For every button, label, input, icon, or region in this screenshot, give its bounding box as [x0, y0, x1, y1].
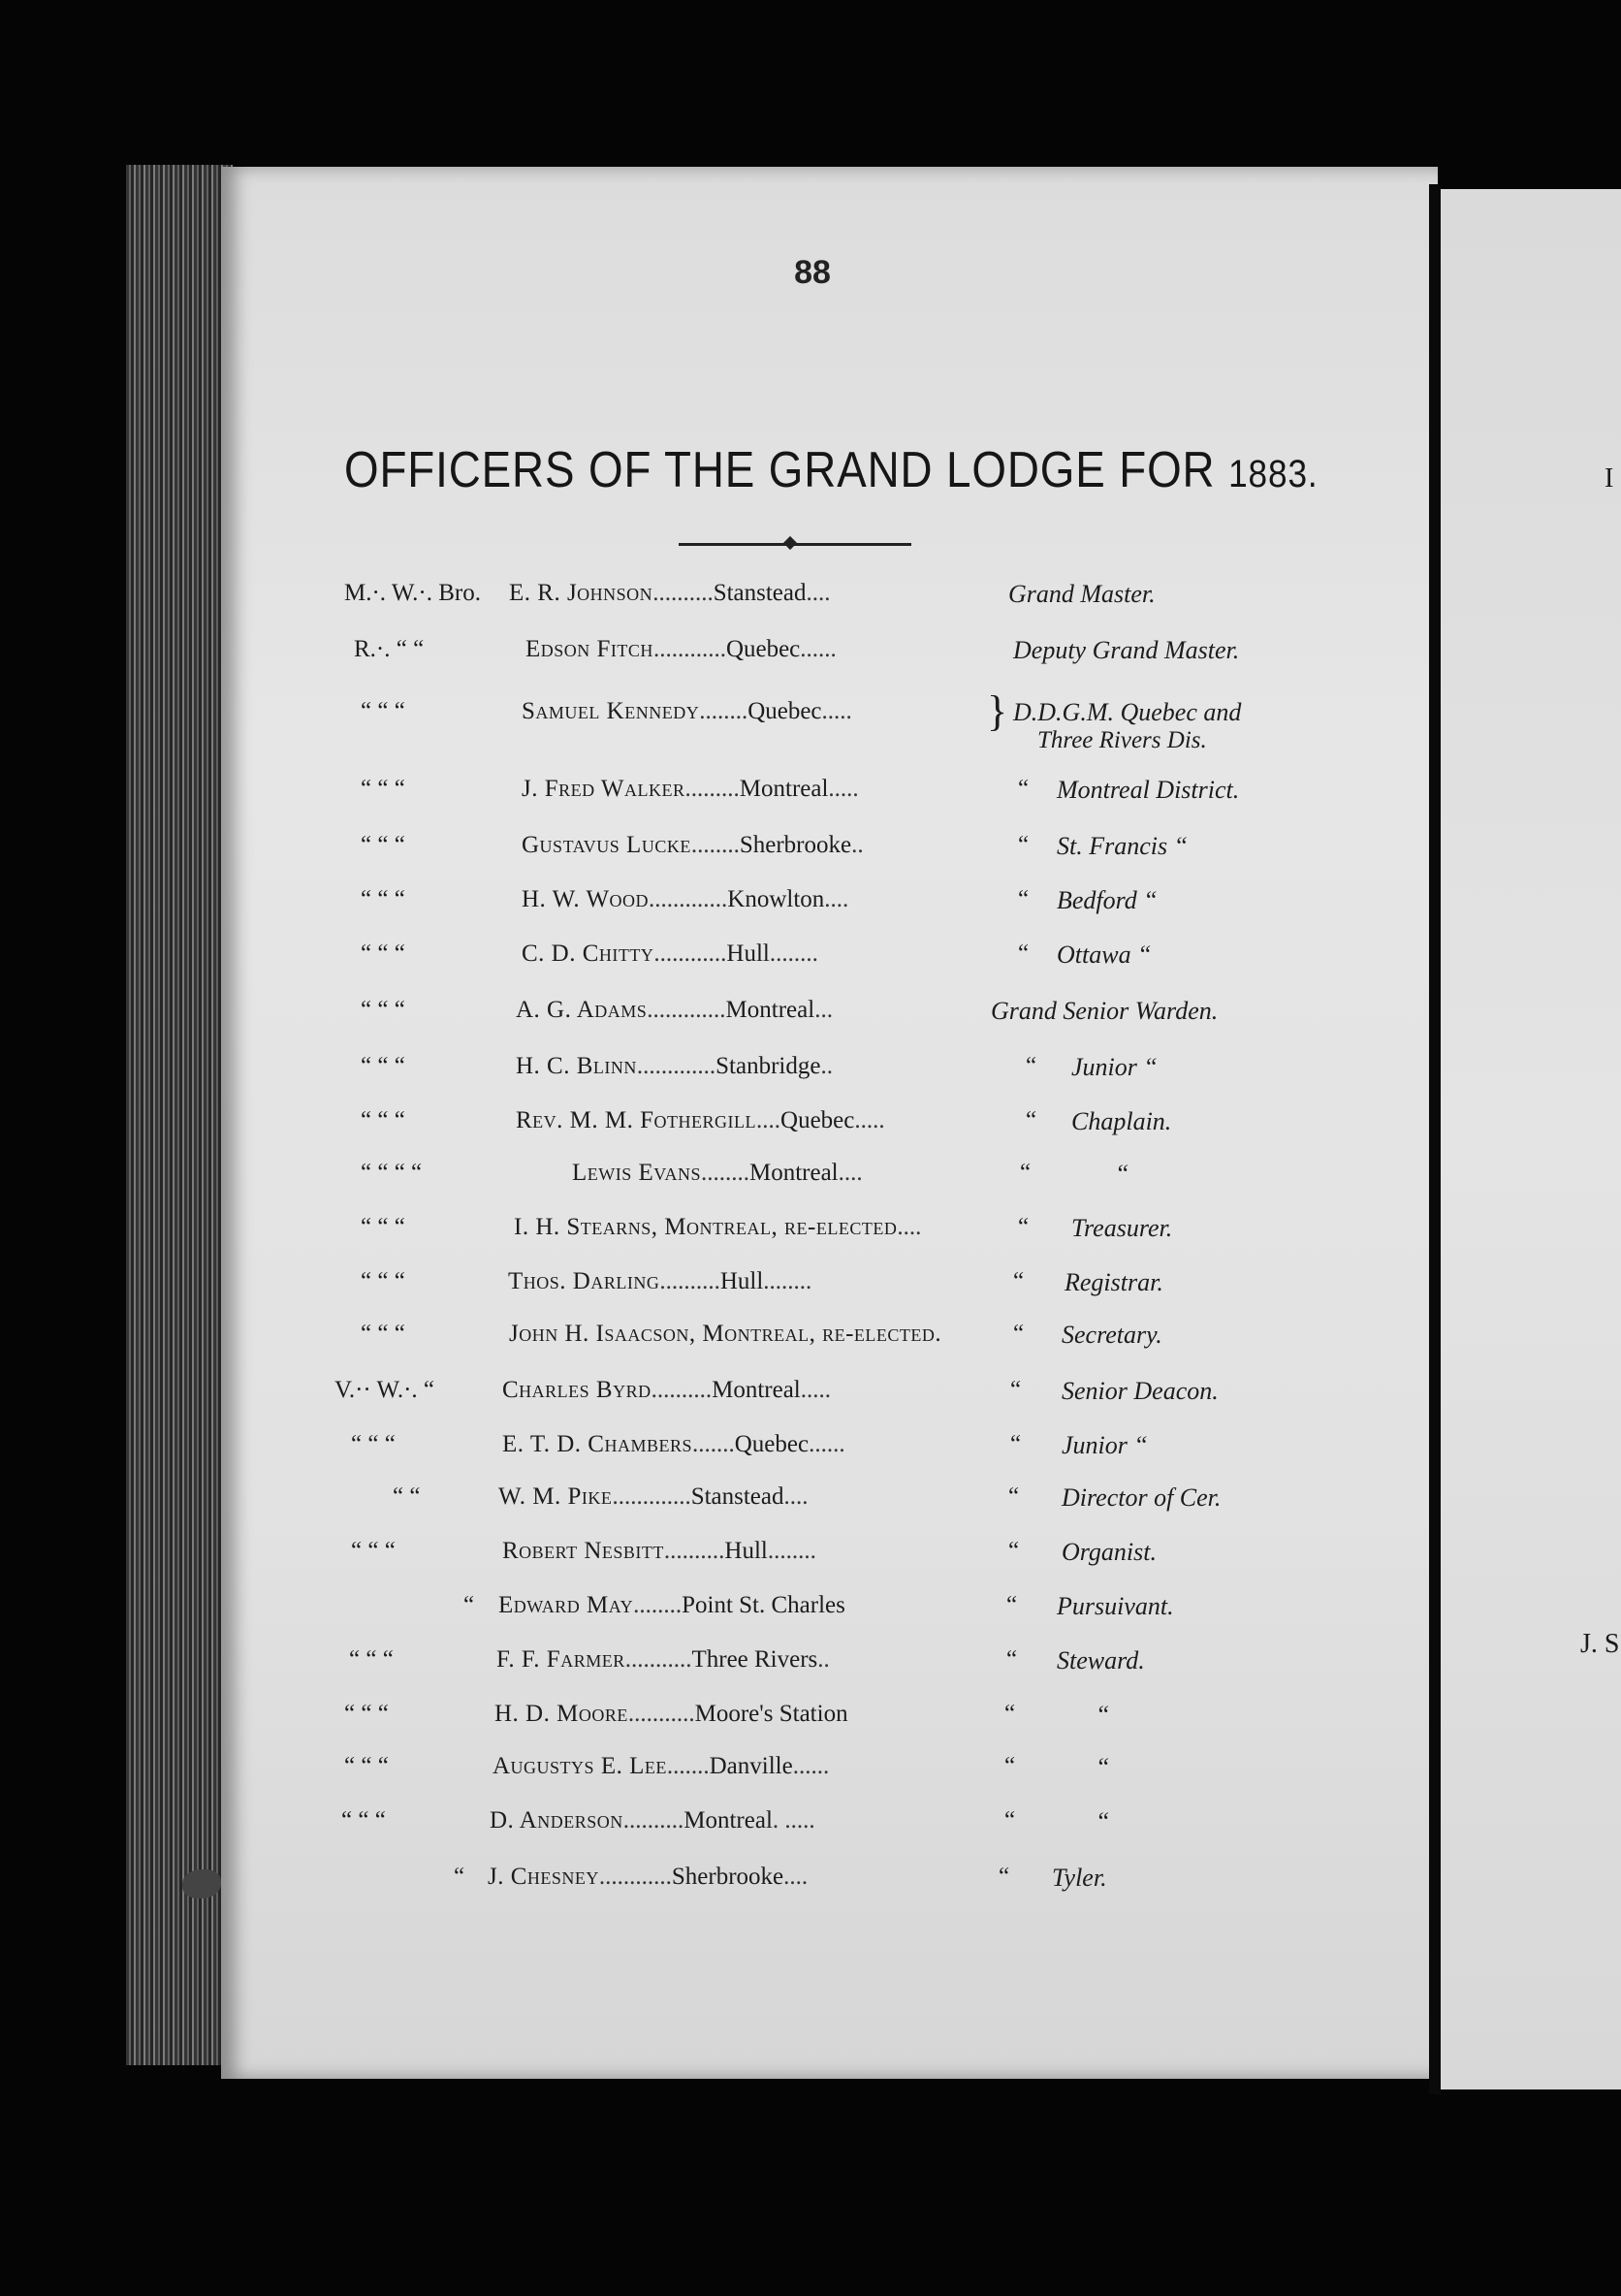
officer-name-place	[509, 580, 831, 607]
officer-row	[0, 1646, 1357, 1685]
officer-row	[0, 1107, 1357, 1146]
office-title: Registrar.	[1065, 1268, 1163, 1296]
officer-row	[0, 941, 1357, 979]
officer-name-place	[493, 1753, 829, 1780]
ditto-mark: “	[1013, 1321, 1025, 1347]
officer-row	[0, 1483, 1357, 1522]
leader-dots: ..........	[659, 1268, 720, 1294]
officer-prefix: “ “ “	[361, 1107, 405, 1133]
office-title: “	[1096, 1807, 1110, 1835]
officer-place: Montreal	[748, 1160, 839, 1186]
leader-dots: ........	[700, 1160, 749, 1186]
officer-place: Hull	[719, 1268, 764, 1294]
officer-place: Moore's Station	[694, 1701, 848, 1727]
leader-dots-2: ......	[792, 1753, 830, 1779]
leader-dots: ..........	[651, 1377, 713, 1403]
office-title: Treasurer.	[1071, 1214, 1173, 1242]
office-title: Bedford “	[1057, 886, 1158, 914]
page-title	[344, 441, 1319, 499]
leader-dots: ..........	[663, 1538, 725, 1564]
leader-dots-2: ..	[851, 832, 864, 858]
officer-place: Stanbridge	[715, 1053, 821, 1079]
leader-dots-2: ........	[769, 941, 818, 967]
officer-prefix: “ “ “	[361, 698, 405, 724]
officer-prefix: “ “ “	[361, 776, 405, 802]
leader-dots: .............	[649, 886, 728, 912]
officer-row	[0, 1268, 1357, 1307]
officer-prefix: “ “ “	[361, 886, 405, 912]
office-title: Junior “	[1062, 1431, 1148, 1459]
officer-prefix: “ “	[393, 1483, 421, 1510]
officer-name: Samuel Kennedy	[522, 698, 700, 724]
leader-dots-2: ....	[824, 886, 849, 912]
officer-name: Gustavus Lucke	[522, 832, 691, 858]
ditto-mark: “	[1018, 776, 1030, 802]
officer-place: Montreal	[683, 1807, 773, 1834]
leader-dots-2: ......	[809, 1431, 845, 1457]
officer-prefix: “ “ “	[349, 1646, 394, 1673]
office-title: Secretary.	[1062, 1321, 1162, 1349]
leader-dots-2: ......	[800, 636, 837, 662]
officer-prefix: “ “ “	[361, 832, 405, 858]
officer-prefix: “ “ “ “	[361, 1160, 423, 1186]
office-title: “	[1096, 1753, 1110, 1781]
leader-dots: ..........	[622, 1807, 684, 1834]
officer-prefix: “ “ “	[361, 1321, 405, 1347]
officer-name-place	[522, 886, 848, 913]
officer-name: Thos. Darling	[508, 1268, 660, 1294]
leader-dots-2: ....	[783, 1483, 809, 1510]
officer-name-place	[514, 1214, 921, 1241]
officer-prefix: “ “ “	[361, 997, 405, 1023]
officer-name: Augustys E. Lee	[493, 1753, 667, 1779]
leader-dots-2: ..	[820, 1053, 833, 1079]
officer-name-place	[488, 1864, 808, 1891]
office-title: Organist.	[1062, 1538, 1157, 1566]
leader-dots: ..........	[652, 580, 714, 606]
leader-dots: .............	[612, 1483, 691, 1510]
leader-dots: ...........	[627, 1701, 695, 1727]
officer-name: E. T. D. Chambers	[502, 1431, 692, 1457]
officer-name: John H. Isaacson, Montreal, re-elected.	[509, 1321, 942, 1347]
officer-row	[0, 997, 1357, 1036]
office-title: Grand Master.	[1008, 580, 1156, 608]
officer-name-place	[516, 1053, 833, 1080]
officer-prefix: “	[463, 1592, 475, 1618]
office-title: Steward.	[1057, 1646, 1145, 1674]
officer-row	[0, 832, 1357, 871]
officer-row	[0, 1592, 1357, 1631]
office-title: “	[1115, 1160, 1129, 1188]
officer-name-place	[525, 636, 837, 663]
officer-name: C. D. Chitty	[522, 941, 654, 967]
ditto-mark: “	[1006, 1646, 1018, 1673]
officer-row	[0, 1538, 1357, 1577]
page-gutter	[1429, 184, 1441, 2094]
officer-place: Three Rivers	[691, 1646, 818, 1673]
officer-row	[0, 886, 1357, 925]
officer-row	[0, 1214, 1357, 1253]
page-number: 88	[794, 254, 831, 291]
office-title: Junior “	[1071, 1053, 1158, 1081]
officer-name-place	[516, 997, 833, 1024]
brace-mark: }	[987, 687, 1008, 735]
officer-prefix: “	[454, 1864, 465, 1890]
officer-name-place	[498, 1592, 845, 1619]
office-title: Montreal District.	[1057, 776, 1240, 804]
leader-dots: .............	[636, 1053, 716, 1079]
ditto-mark: “	[1018, 886, 1030, 912]
officer-place: Knowlton	[727, 886, 825, 912]
officer-row	[0, 776, 1357, 814]
officer-prefix: “ “ “	[344, 1701, 389, 1727]
office-title: Ottawa “	[1057, 941, 1152, 969]
leader-dots-2: ..	[817, 1646, 830, 1673]
officer-name: Robert Nesbitt	[502, 1538, 664, 1564]
officer-prefix: V.·· W.·. “	[334, 1377, 435, 1403]
officer-prefix: “ “ “	[361, 1268, 405, 1294]
office-title: Deputy Grand Master.	[1013, 636, 1240, 664]
leader-dots-2: .....	[821, 698, 852, 724]
office-title: Grand Senior Warden.	[991, 997, 1219, 1025]
officer-place: Point St. Charles	[682, 1592, 845, 1618]
officer-name-place	[522, 941, 818, 968]
officer-name: Edward May	[498, 1592, 634, 1618]
officer-name-place	[522, 832, 864, 859]
officer-name: Lewis Evans	[572, 1160, 701, 1186]
officer-row	[0, 1321, 1357, 1359]
leader-dots: .........	[684, 776, 740, 802]
officer-place: Quebec	[725, 636, 801, 662]
officer-place: Danville	[709, 1753, 793, 1779]
office-title: Pursuivant.	[1057, 1592, 1174, 1620]
right-page-fragment-top: I	[1605, 463, 1614, 494]
ditto-mark: “	[1008, 1538, 1020, 1564]
leader-dots-2: ........	[767, 1538, 816, 1564]
officer-place: Montreal	[739, 776, 829, 802]
officer-place: Hull	[724, 1538, 768, 1564]
officer-row	[0, 687, 1357, 753]
officer-prefix: “ “ “	[341, 1807, 386, 1834]
right-page-fragment-mid: J. S	[1580, 1629, 1620, 1659]
officer-row	[0, 1864, 1357, 1902]
officer-name-place	[502, 1538, 816, 1565]
leader-dots: .......	[666, 1753, 710, 1779]
officer-row	[0, 1377, 1357, 1416]
leader-dots: .............	[647, 997, 726, 1023]
leader-dots-2: .....	[854, 1107, 885, 1133]
leader-dots: ............	[598, 1864, 672, 1890]
ditto-mark: “	[1010, 1431, 1022, 1457]
officer-name-place	[508, 1268, 811, 1295]
officer-place: Stanstead	[713, 580, 807, 606]
officer-name: J. Chesney	[488, 1864, 599, 1890]
officer-name: A. G. Adams	[516, 997, 648, 1023]
officer-place: Quebec	[734, 1431, 810, 1457]
office-title: Tyler.	[1052, 1864, 1107, 1892]
office-title: Chaplain.	[1071, 1107, 1172, 1135]
officer-name-place	[502, 1377, 831, 1404]
leader-dots: ........	[690, 832, 740, 858]
officer-row	[0, 636, 1357, 675]
officer-row	[0, 1160, 1357, 1198]
officer-name-place	[516, 1107, 885, 1134]
ditto-mark: “	[1010, 1377, 1022, 1403]
officer-name: D. Anderson	[490, 1807, 623, 1834]
office-title: “	[1096, 1701, 1110, 1729]
officer-name-place	[494, 1701, 848, 1728]
officer-prefix: “ “ “	[351, 1538, 396, 1564]
officer-name: Charles Byrd	[502, 1377, 652, 1403]
ditto-mark: “	[1004, 1753, 1016, 1779]
office-title: D.D.G.M. Quebec and	[1013, 698, 1242, 726]
officer-row	[0, 1431, 1357, 1470]
officer-place: Quebec	[747, 698, 822, 724]
officer-name-place	[498, 1483, 809, 1511]
leader-dots-2: . .....	[772, 1807, 815, 1834]
leader-dots-2: .....	[828, 776, 859, 802]
page-title-text: OFFICERS OF THE GRAND LODGE FOR	[344, 442, 1216, 498]
leader-dots: ........	[633, 1592, 683, 1618]
leader-dots: ........	[699, 698, 748, 724]
office-title-line2: Three Rivers Dis.	[1037, 727, 1207, 753]
officer-name: H. C. Blinn	[516, 1053, 637, 1079]
officer-name-place	[490, 1807, 815, 1834]
officer-name: F. F. Farmer	[496, 1646, 625, 1673]
officer-name-place	[522, 776, 859, 803]
ditto-mark: “	[1018, 1214, 1030, 1240]
officer-row	[0, 1753, 1357, 1792]
officer-name-place	[502, 1431, 845, 1458]
leader-dots-2: .....	[800, 1377, 831, 1403]
officer-prefix: “ “ “	[361, 1214, 405, 1240]
officer-name: Edson Fitch	[525, 636, 653, 662]
leader-dots-2: ....	[783, 1864, 809, 1890]
ditto-mark: “	[1018, 832, 1030, 858]
officer-name-place	[572, 1160, 863, 1187]
ditto-mark: “	[999, 1864, 1010, 1890]
officer-place: Sherbrooke	[671, 1864, 784, 1890]
leader-dots: ....	[897, 1214, 922, 1240]
leader-dots: ....	[756, 1107, 781, 1133]
leader-dots: ............	[652, 636, 726, 662]
ditto-mark: “	[1018, 941, 1030, 967]
office-title: St. Francis “	[1057, 832, 1189, 860]
officer-name-place	[496, 1646, 830, 1674]
officer-name: Rev. M. M. Fothergill	[516, 1107, 757, 1133]
officer-prefix: R.·. “ “	[354, 636, 425, 662]
officer-place: Quebec	[780, 1107, 855, 1133]
officer-prefix: “ “ “	[361, 941, 405, 967]
officer-name: E. R. Johnson	[509, 580, 653, 606]
leader-dots-2: ....	[838, 1160, 863, 1186]
officer-name-place	[509, 1321, 941, 1348]
officer-prefix: M.·. W.·. Bro.	[344, 580, 481, 606]
officer-name: H. D. Moore	[494, 1701, 628, 1727]
office-title: Director of Cer.	[1062, 1483, 1222, 1512]
officer-name: I. H. Stearns, Montreal, re-elected	[514, 1214, 898, 1240]
ditto-mark: “	[1020, 1160, 1032, 1186]
officer-name: H. W. Wood	[522, 886, 650, 912]
officer-place: Montreal	[712, 1377, 801, 1403]
page-title-year: 1883.	[1228, 453, 1319, 495]
leader-dots-2: ....	[806, 580, 831, 606]
officer-place: Sherbrooke	[739, 832, 852, 858]
ditto-mark: “	[1013, 1268, 1025, 1294]
officer-name: J. Fred Walker	[522, 776, 685, 802]
ditto-mark: “	[1004, 1807, 1016, 1834]
ditto-mark: “	[1004, 1701, 1016, 1727]
officer-row	[0, 580, 1357, 619]
officer-place: Montreal	[725, 997, 815, 1023]
officer-place: Hull	[726, 941, 770, 967]
ditto-mark: “	[1026, 1107, 1037, 1133]
ditto-mark: “	[1006, 1592, 1018, 1618]
officer-row	[0, 1053, 1357, 1092]
officer-row	[0, 1807, 1357, 1846]
ditto-mark: “	[1026, 1053, 1037, 1079]
ditto-mark: “	[1008, 1483, 1020, 1510]
leader-dots: ............	[653, 941, 727, 967]
officer-place: Stanstead	[690, 1483, 784, 1510]
officer-row	[0, 1701, 1357, 1739]
leader-dots: .......	[691, 1431, 735, 1457]
right-page	[1435, 189, 1621, 2089]
leader-dots: ...........	[624, 1646, 692, 1673]
office-title: Senior Deacon.	[1062, 1377, 1219, 1405]
officer-name-place	[522, 698, 852, 725]
officer-prefix: “ “ “	[344, 1753, 389, 1779]
officer-name: W. M. Pike	[498, 1483, 613, 1510]
leader-dots-2: ........	[763, 1268, 812, 1294]
officer-prefix: “ “ “	[351, 1431, 396, 1457]
officer-prefix: “ “ “	[361, 1053, 405, 1079]
leader-dots-2: ...	[814, 997, 833, 1023]
